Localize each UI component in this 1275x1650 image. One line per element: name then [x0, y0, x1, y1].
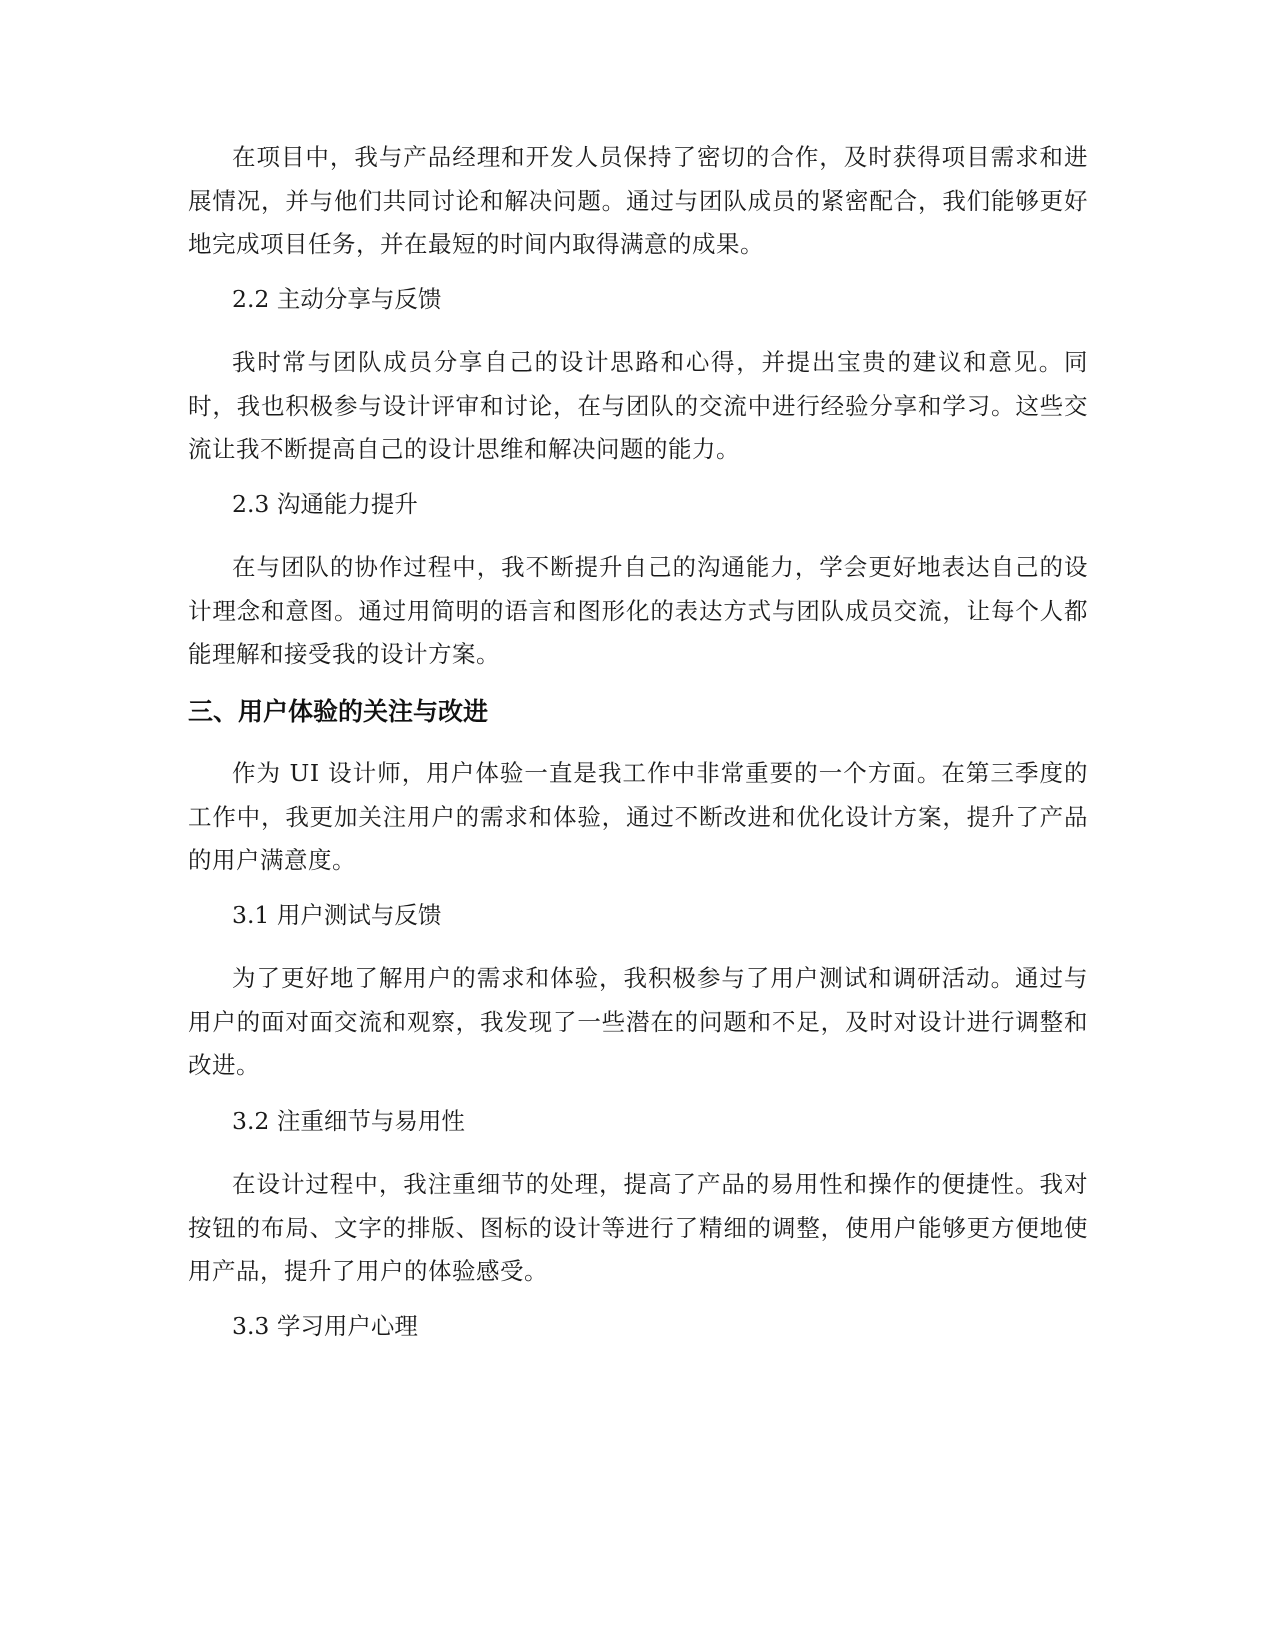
subheading-3-3: 3.3 学习用户心理	[232, 1312, 418, 1340]
paragraph-sharing-feedback: 我时常与团队成员分享自己的设计思路和心得，并提出宝贵的建议和意见。同时，我也积极参与设计评审和讨论，在与团队的交流中进行经验分享和学习。这些交流让我不断提高自己的设计思维和解决问题的能力。	[188, 348, 1088, 463]
subheading-3-2: 3.2 注重细节与易用性	[232, 1107, 465, 1135]
paragraph-user-testing: 为了更好地了解用户的需求和体验，我积极参与了用户测试和调研活动。通过与用户的面对面交流和观察，我发现了一些潜在的问题和不足，及时对设计进行调整和改进。	[188, 964, 1088, 1079]
subheading-2-3: 2.3 沟通能力提升	[232, 490, 418, 518]
subheading-3-1: 3.1 用户测试与反馈	[232, 901, 442, 929]
paragraph-communication: 在与团队的协作过程中，我不断提升自己的沟通能力，学会更好地表达自己的设计理念和意图。通过用简明的语言和图形化的表达方式与团队成员交流，让每个人都能理解和接受我的设计方案。	[188, 553, 1088, 668]
section-heading-3: 三、用户体验的关注与改进	[188, 697, 489, 726]
paragraph-details-usability: 在设计过程中，我注重细节的处理，提高了产品的易用性和操作的便捷性。我对按钮的布局、文字的排版、图标的设计等进行了精细的调整，使用户能够更方便地使用产品，提升了用户的体验感受。	[188, 1170, 1088, 1285]
subheading-2-2: 2.2 主动分享与反馈	[232, 285, 442, 313]
paragraph-collaboration: 在项目中，我与产品经理和开发人员保持了密切的合作，及时获得项目需求和进展情况，并与他们共同讨论和解决问题。通过与团队成员的紧密配合，我们能够更好地完成项目任务，并在最短的时间内取得满意的成果。	[188, 143, 1088, 258]
paragraph-ux-intro: 作为 UI 设计师，用户体验一直是我工作中非常重要的一个方面。在第三季度的工作中，我更加关注用户的需求和体验，通过不断改进和优化设计方案，提升了产品的用户满意度。	[188, 759, 1088, 874]
